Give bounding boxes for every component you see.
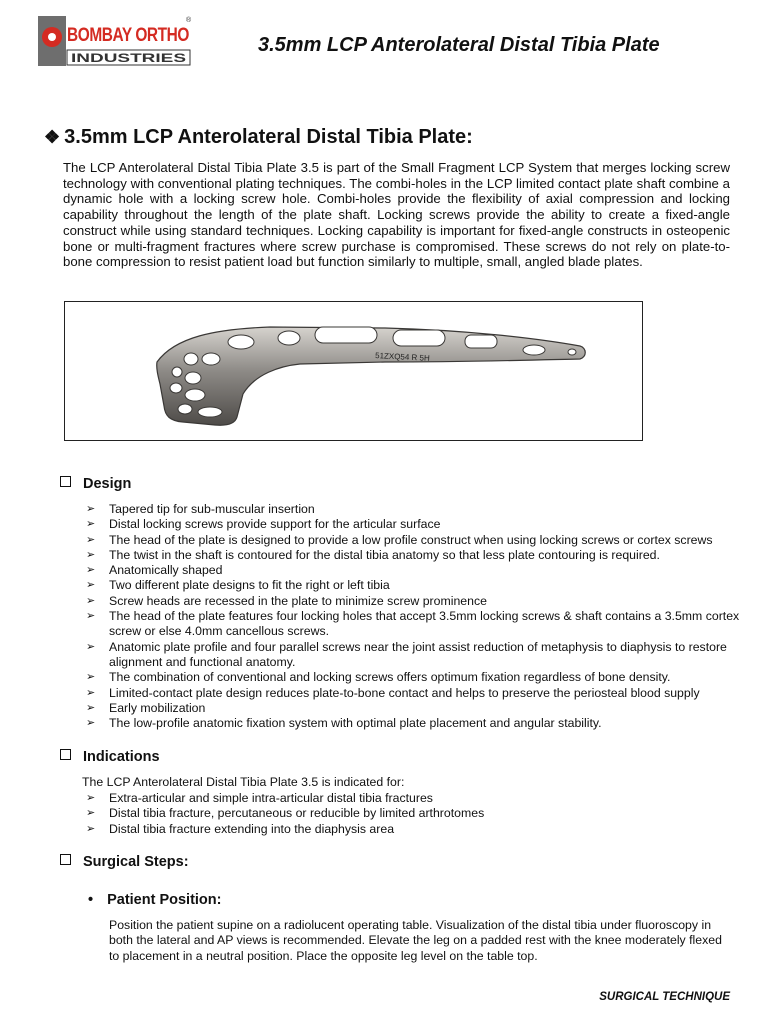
list-item: ➢ Anatomically shaped [86,563,223,578]
list-item: ➢ Tapered tip for sub-muscular insertion [86,502,315,516]
logo-registered-mark: ® [186,17,192,24]
list-item: ➢ Distal tibia fracture extending into the diaphysis area [86,821,395,836]
arrow-bullet-icon: ➢ [86,822,96,835]
arrow-bullet-icon: ➢ [86,579,96,592]
design-heading-text: Design [83,476,132,492]
arrow-bullet-icon: ➢ [86,548,96,561]
list-item: ➢ The head of the plate features four locking holes that accept 3.5mm locking screws & shaft contains a 3.5mm cortex screw or else 4.0mm cancellous screws. [86,609,740,639]
section-title [44,126,473,149]
list-item: ➢ The low-profile anatomic fixation system with optimal plate placement and angular stability. [86,716,602,731]
checkbox-bullet-icon [60,476,71,487]
indications-intro: The LCP Anterolateral Distal Tibia Plate 3.5 is indicated for: [82,775,405,789]
footer-label: SURGICAL TECHNIQUE [599,991,730,1003]
dot-bullet-icon: • [88,892,94,908]
arrow-bullet-icon: ➢ [86,610,96,623]
surgical-steps-heading-text: Surgical Steps: [83,854,189,870]
arrow-bullet-icon: ➢ [86,686,96,699]
list-item: ➢ Early mobilization [86,700,206,715]
indications-heading [60,749,160,765]
list-item: ➢ Distal tibia fracture, percutaneous or reducible by limited arthrotomes [86,806,485,821]
arrow-bullet-icon: ➢ [86,792,96,804]
arrow-bullet-icon: ➢ [86,717,96,730]
indications-list [86,791,746,837]
checkbox-bullet-icon [60,854,71,865]
diamond-bullet-icon: ❖ [44,127,61,147]
list-item: ➢ The combination of conventional and locking screws offers optimum fixation regardless of bone density. [86,670,671,685]
indications-heading-text: Indications [83,749,160,765]
arrow-bullet-icon: ➢ [86,640,96,653]
patient-position-heading-text: Patient Position: [107,892,222,908]
arrow-bullet-icon: ➢ [86,518,96,531]
list-item: ➢ Extra-articular and simple intra-articular distal tibia fractures [86,791,433,805]
arrow-bullet-icon: ➢ [86,594,96,607]
patient-position-heading [88,892,221,908]
section-title-text: 3.5mm LCP Anterolateral Distal Tibia Plate: [64,126,473,148]
list-item: ➢ Distal locking screws provide support for the articular surface [86,517,441,532]
arrow-bullet-icon: ➢ [86,671,96,684]
list-item: ➢ Anatomic plate profile and four parallel screws near the joint assist reduction of metaphysis to diaphysis to restore alignment and functional anatomy. [86,639,727,669]
company-logo [38,14,194,68]
product-figure [64,301,643,441]
logo-name-top: BOMBAY ORTHO [67,25,189,46]
plate-engraving: 51ZXQ54 R 5H [374,351,430,363]
arrow-bullet-icon: ➢ [86,533,96,546]
arrow-bullet-icon: ➢ [86,807,96,820]
list-item: ➢ Two different plate designs to fit the right or left tibia [86,578,390,593]
design-list [86,502,746,731]
arrow-bullet-icon: ➢ [86,701,96,714]
arrow-bullet-icon: ➢ [86,564,96,577]
logo-name-bottom: INDUSTRIES [71,51,186,65]
intro-paragraph: The LCP Anterolateral Distal Tibia Plate 3.5 is part of the Small Fragment LCP System that merges locking screw technology with conventional plating techniques. The combi-holes in the LCP limited contact plate shaft combine a dynamic hole with a locking screw hole. Combi-holes provide the flexibility of axial compression and locking capability throughout the length of the plate shaft. Locking screws provide the ability to create a fixed-angle construct while using standard techniques. Locking capability is important for fixed-angle constructs in osteopenic bone or multi-fragment fractures where screw purchase is compromised. These screws do not rely on plate-to-bone compression to resist patient load but function similarly to multiple, small, angled blade plates. [63,160,730,270]
checkbox-bullet-icon [60,749,71,760]
arrow-bullet-icon: ➢ [86,503,96,515]
surgical-steps-heading [60,854,189,870]
header-title: 3.5mm LCP Anterolateral Distal Tibia Plate [258,34,660,56]
list-item: ➢ The head of the plate is designed to provide a low profile construct when using locking screws or cortex screws [86,532,713,547]
list-item: ➢ Limited-contact plate design reduces plate-to-bone contact and helps to preserve the periosteal blood supply [86,685,700,700]
list-item: ➢ The twist in the shaft is contoured for the distal tibia anatomy so that less plate contouring is required. [86,547,660,562]
plate-image [65,302,642,440]
patient-position-text: Position the patient supine on a radiolucent operating table. Visualization of the distal tibia under fluoroscopy in both the lateral and AP views is recommended. Elevate the leg on a padded rest with the knee moderately flexed to placement in a neutral position. Place the opposite leg level on the table top. [109,918,722,963]
list-item: ➢ Screw heads are recessed in the plate to minimize screw prominence [86,593,487,608]
design-heading [60,476,131,492]
